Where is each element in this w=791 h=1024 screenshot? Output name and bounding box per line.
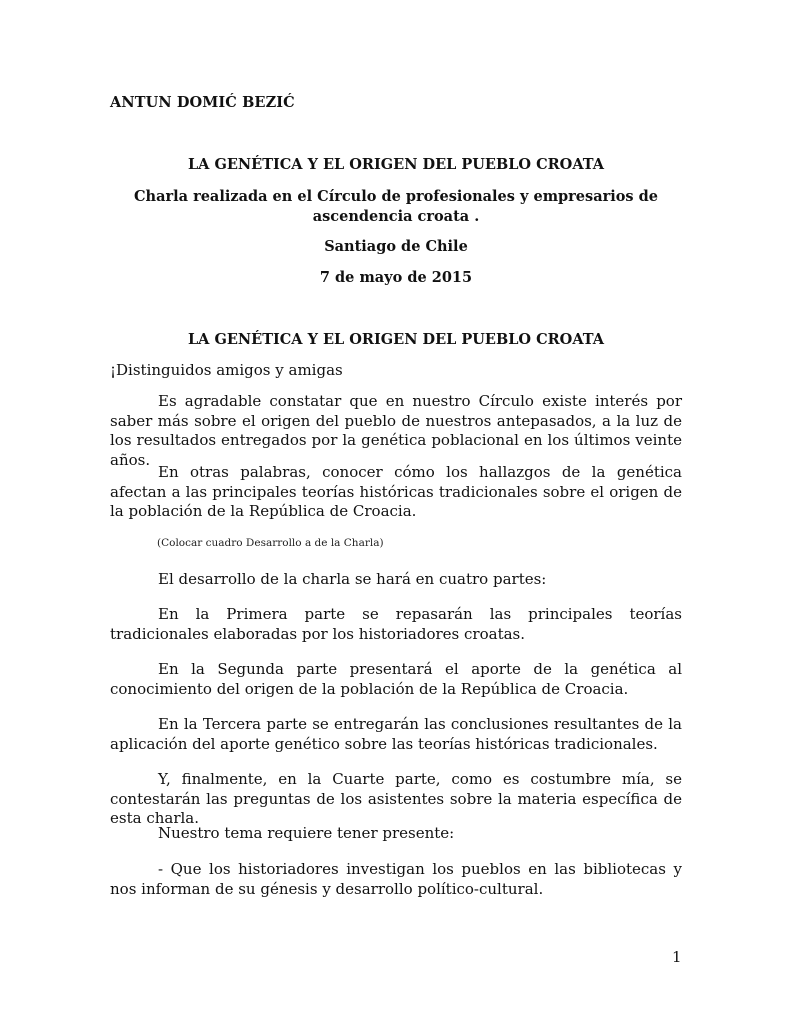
paragraph-1: Es agradable constatar que en nuestro Círculo existe interés por saber más sobre el origen del pueblo de nuestros antepasados, a la luz de los resultados entregados por la genética poblacional en los últimos veinte años.: [110, 392, 682, 469]
paragraph-6: En la Tercera parte se entregarán las conclusiones resultantes de la aplicación del aporte genético sobre las teorías históricas tradicionales.: [110, 715, 682, 753]
paragraph-4: En la Primera parte se repasarán las principales teorías tradicionales elaboradas por los historiadores croatas.: [110, 605, 682, 643]
section-title: LA GENÉTICA Y EL ORIGEN DEL PUEBLO CROATA: [187, 331, 605, 348]
paragraph-7: Y, finalmente, en la Cuarte parte, como es costumbre mía, se contestarán las preguntas de los asistentes sobre la materia específica de esta charla.: [110, 770, 682, 827]
author-name: ANTUN DOMIĆ BEZIĆ: [110, 94, 295, 111]
paragraph-8: Nuestro tema requiere tener presente:: [158, 824, 455, 842]
paragraph-2: En otras palabras, conocer cómo los hallazgos de la genética afectan a las principales teorías históricas tradicionales sobre el origen de la población de la República de Croacia.: [110, 463, 682, 520]
document-date: 7 de mayo de 2015: [319, 269, 473, 286]
page-number: 1: [672, 948, 682, 966]
document-subtitle: Charla realizada en el Círculo de profesionales y empresarios de ascendencia croata .: [134, 188, 658, 225]
paragraph-9: - Que los historiadores investigan los pueblos en las bibliotecas y nos informan de su génesis y desarrollo político-cultural.: [110, 860, 682, 898]
paragraph-3: El desarrollo de la charla se hará en cuatro partes:: [158, 570, 547, 588]
document-title: LA GENÉTICA Y EL ORIGEN DEL PUEBLO CROATA: [187, 156, 605, 173]
paragraph-5: En la Segunda parte presentará el aporte de la genética al conocimiento del origen de la población de la República de Croacia.: [110, 660, 682, 698]
document-location: Santiago de Chile: [324, 238, 468, 255]
editor-note: (Colocar cuadro Desarrollo a de la Charla): [157, 537, 384, 549]
salutation: ¡Distinguidos amigos y amigas: [110, 361, 343, 379]
